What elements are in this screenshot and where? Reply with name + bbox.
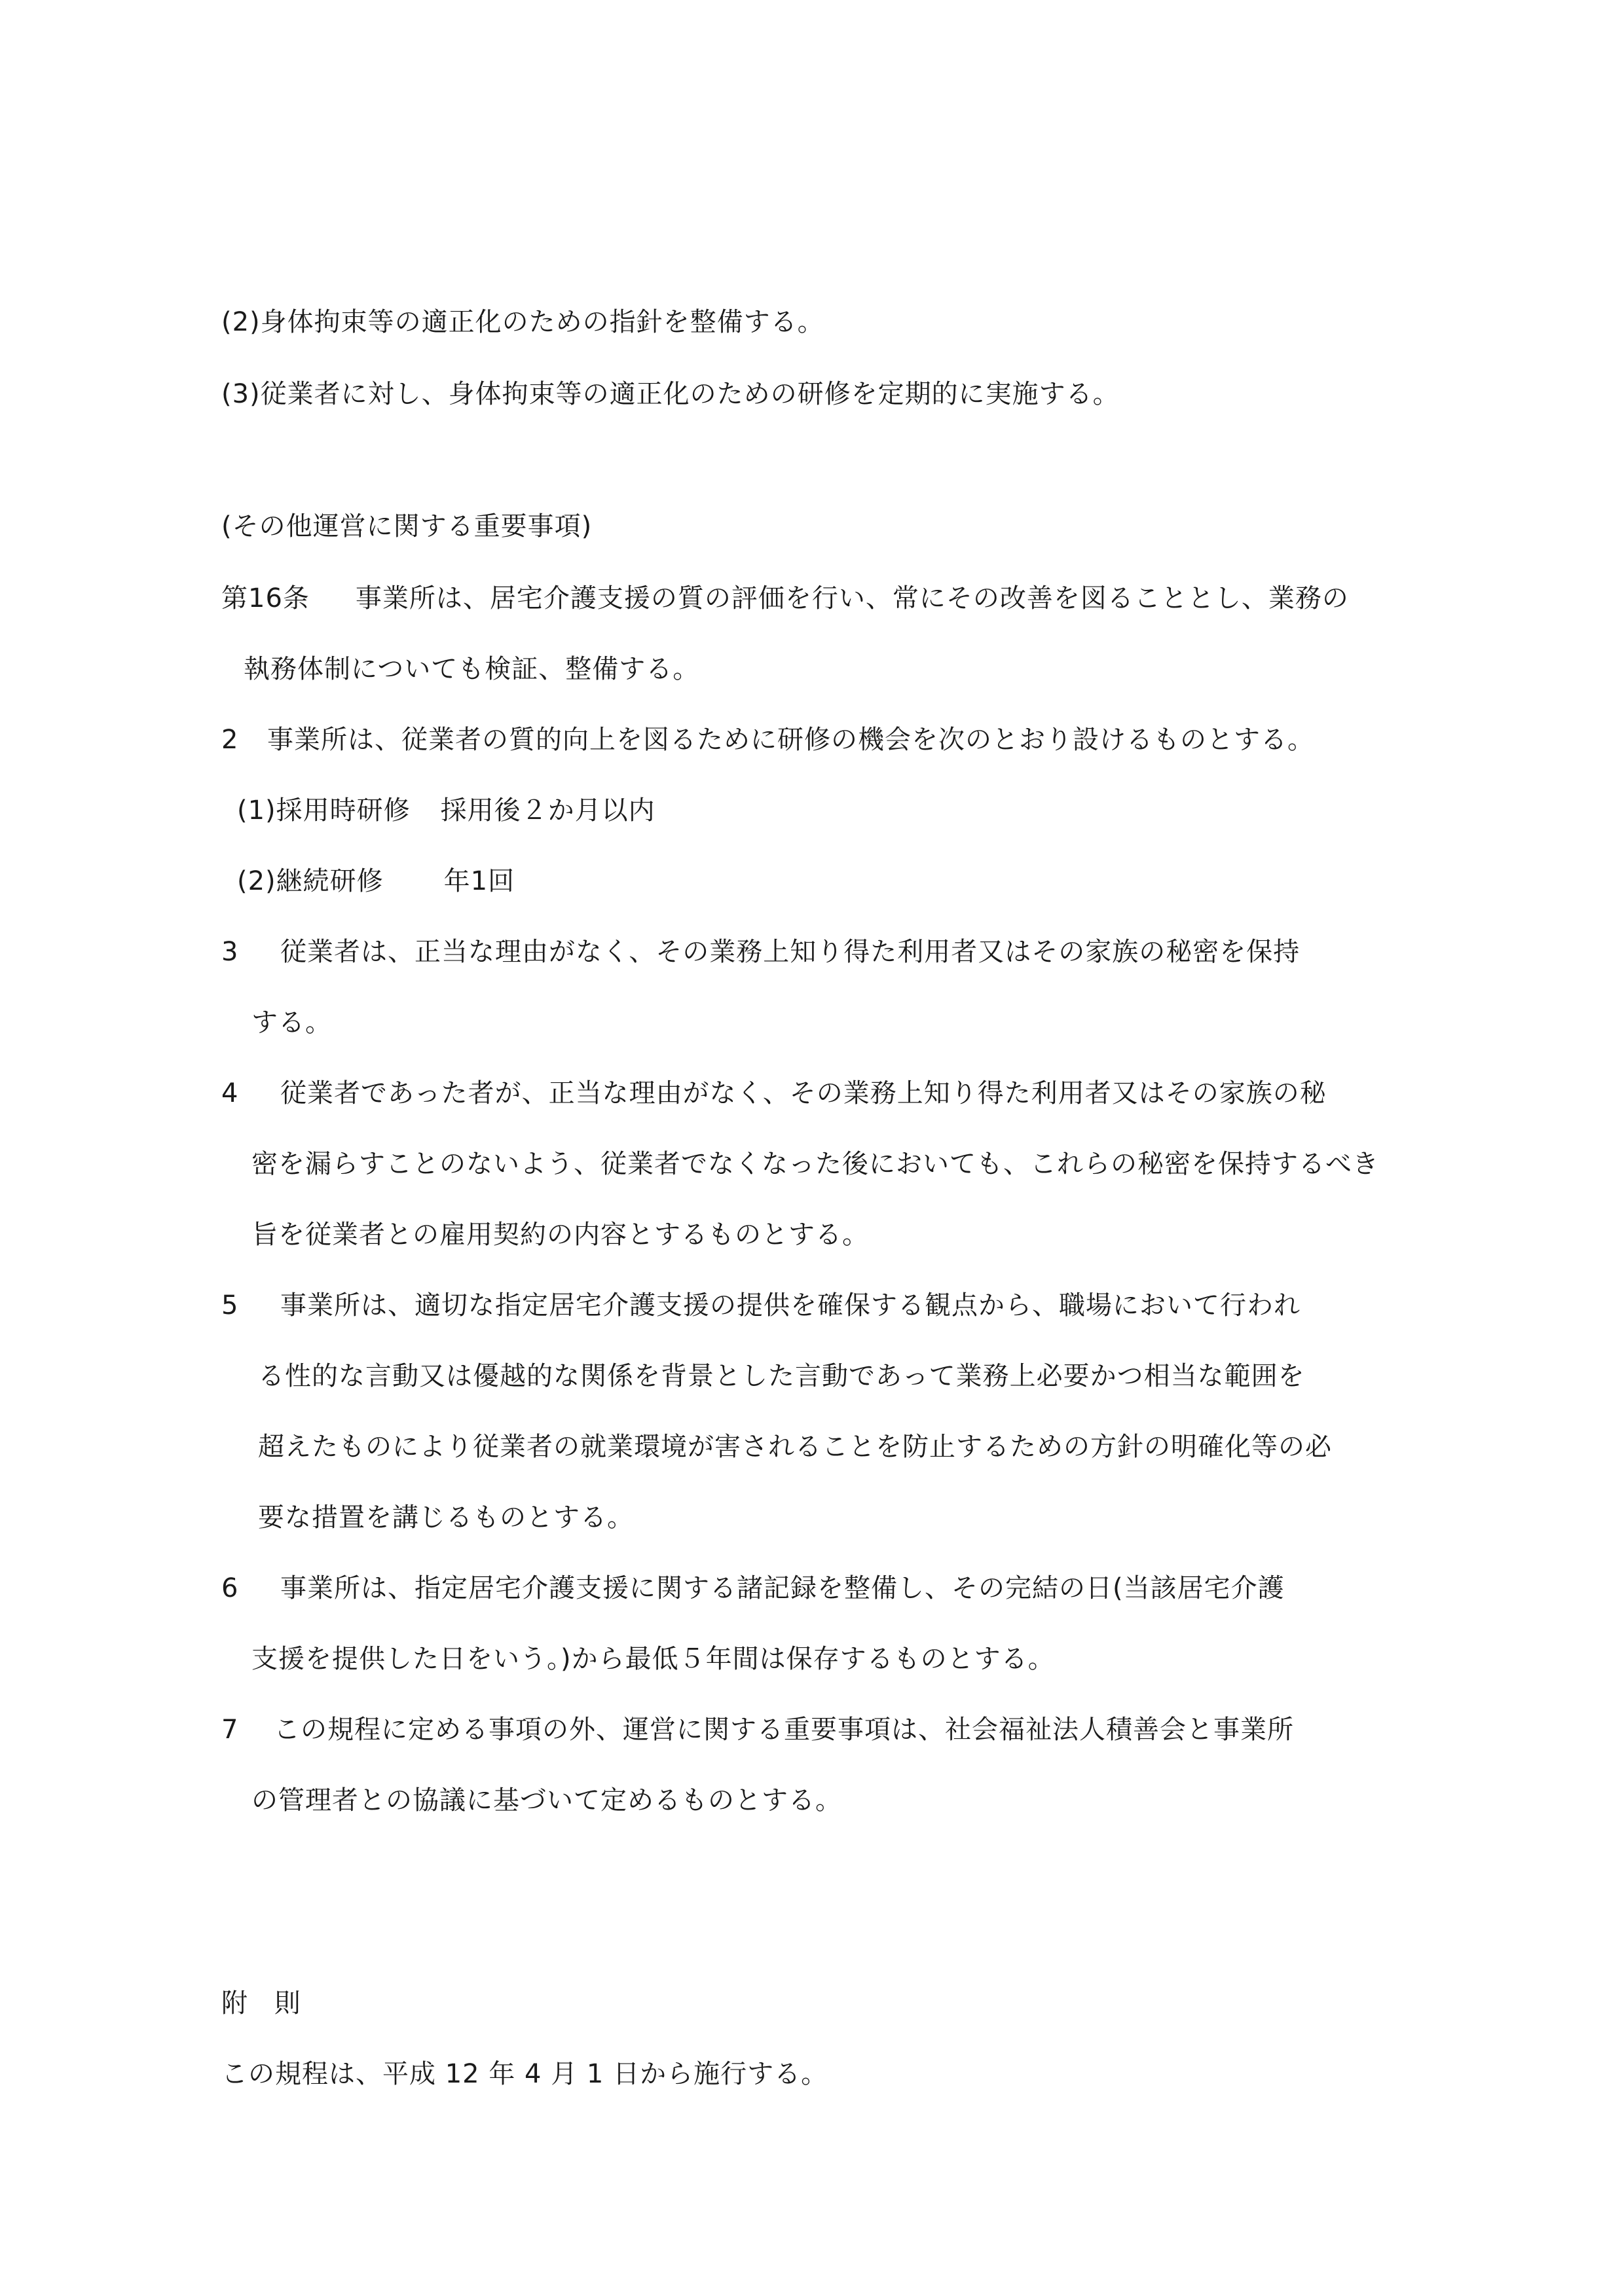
supplementary-heading: 附 則 xyxy=(221,1988,310,2018)
article16-line2: 執務体制についても検証、整備する。 xyxy=(244,654,700,684)
clause4-line2: 密を漏らすことのないよう、従業者でなくなった後においても、これらの秘密を保持するべき xyxy=(251,1149,1379,1179)
clause6-first-line xyxy=(221,1573,1285,1604)
article16-line1: 事業所は、居宅介護支援の質の評価を行い、常にその改善を図ることとし、業務の xyxy=(355,583,1349,613)
clause4-line3: 旨を従業者との雇用契約の内容とするものとする。 xyxy=(251,1220,869,1250)
section-heading: (その他運営に関する重要事項) xyxy=(221,511,593,541)
clause3-number: 3 xyxy=(221,937,239,967)
clause5-line3: 超えたものにより従業者の就業環境が害されることを防止するための方針の明確化等の必 xyxy=(258,1432,1332,1462)
clause7-line1: この規程に定める事項の外、運営に関する重要事項は、社会福祉法人積善会と事業所 xyxy=(274,1715,1294,1745)
clause7-number: 7 xyxy=(221,1715,239,1745)
clause5-line2: る性的な言動又は優越的な関係を背景とした言動であって業務上必要かつ相当な範囲を xyxy=(258,1361,1305,1391)
clause7-first-line xyxy=(221,1714,1294,1745)
clause2-number: 2 xyxy=(221,725,239,755)
clause2-sub2 xyxy=(237,866,515,897)
article16-label: 第16条 xyxy=(221,583,310,613)
clause6-number: 6 xyxy=(221,1573,239,1603)
clause2-sub1-label: (1)採用時研修 xyxy=(237,795,411,826)
clause4-first-line xyxy=(221,1078,1327,1109)
clause3-line2: する。 xyxy=(251,1008,332,1038)
clause6-line1: 事業所は、指定居宅介護支援に関する諸記録を整備し、その完結の日(当該居宅介護 xyxy=(280,1573,1285,1603)
item-2-text: (2)身体拘束等の適正化のための指針を整備する。 xyxy=(221,307,824,337)
clause2-sub1-value: 採用後２か月以内 xyxy=(440,795,655,826)
clause2-sub2-label: (2)継続研修 xyxy=(237,866,384,896)
item-3-text: (3)従業者に対し、身体拘束等の適正化のための研修を定期的に実施する。 xyxy=(221,379,1120,409)
clause2-sub2-value: 年1回 xyxy=(443,866,515,896)
clause4-number: 4 xyxy=(221,1078,239,1108)
clause5-number: 5 xyxy=(221,1290,239,1321)
supplementary-text: この規程は、平成 12 年 4 月 1 日から施行する。 xyxy=(221,2059,828,2089)
clause7-line2: の管理者との協議に基づいて定めるものとする。 xyxy=(251,1785,842,1815)
clause5-line4: 要な措置を講じるものとする。 xyxy=(258,1503,634,1533)
clause2-line xyxy=(221,724,1314,756)
clause2-sub1 xyxy=(237,795,655,826)
clause5-line1: 事業所は、適切な指定居宅介護支援の提供を確保する観点から、職場において行われ xyxy=(280,1290,1301,1321)
clause4-line1: 従業者であった者が、正当な理由がなく、その業務上知り得た利用者又はその家族の秘 xyxy=(280,1078,1327,1108)
clause3-first-line xyxy=(221,936,1300,968)
clause5-first-line xyxy=(221,1290,1301,1321)
clause2-text: 事業所は、従業者の質的向上を図るために研修の機会を次のとおり設けるものとする。 xyxy=(267,725,1314,755)
clause3-line1: 従業者は、正当な理由がなく、その業務上知り得た利用者又はその家族の秘密を保持 xyxy=(280,937,1301,967)
article16-first-line xyxy=(221,583,1349,614)
clause6-line2: 支援を提供した日をいう。)から最低５年間は保存するものとする。 xyxy=(251,1644,1055,1674)
